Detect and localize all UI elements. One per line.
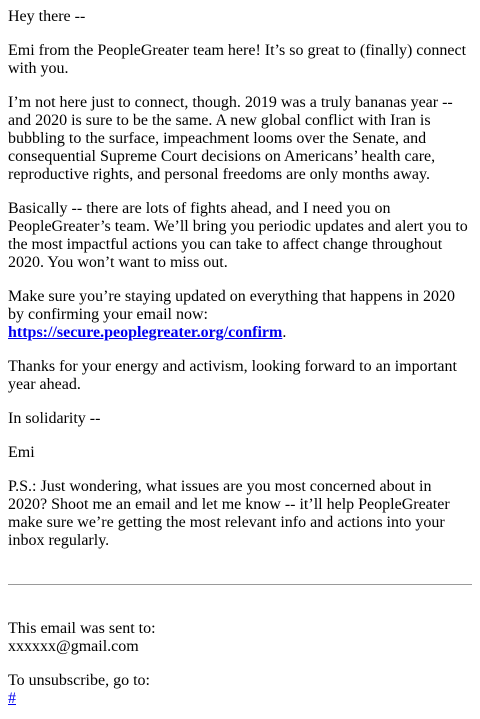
confirm-period: . <box>282 324 287 341</box>
confirm-text: Make sure you’re staying updated on everything that happens in 2020 by confirming your email now: <box>8 288 455 323</box>
confirm-email-link[interactable]: https://secure.peoplegreater.org/confirm <box>8 324 283 341</box>
greeting: Hey there -- <box>8 8 86 25</box>
sent-to-label: This email was sent to: <box>8 620 156 637</box>
intro-paragraph: Emi from the PeopleGreater team here! It’s so great to (finally) connect with you. <box>8 42 467 77</box>
email-footer <box>8 620 472 708</box>
signoff: In solidarity -- <box>8 410 101 427</box>
unsubscribe-label: To unsubscribe, go to: <box>8 672 150 689</box>
context-paragraph: I’m not here just to connect, though. 2019 was a truly bananas year -- and 2020 is sure to be the same. A new global conflict with Iran is bubbling to the surface, impeachment looms over the Senate, and consequential Supreme Court decisions on Americans’ health care, reproductive rights, and personal freedoms are only months away. <box>8 94 453 183</box>
sent-to-block <box>8 620 472 656</box>
spacer <box>8 566 472 584</box>
postscript: P.S.: Just wondering, what issues are you most concerned about in 2020? Shoot me an email and let me know -- it’ll help PeopleGreater make sure we’re getting the most relevant info and actions into your inbox regularly. <box>8 478 450 549</box>
confirm-paragraph <box>8 288 472 342</box>
thanks-paragraph: Thanks for your energy and activism, looking forward to an important year ahead. <box>8 358 457 393</box>
footer-divider <box>8 584 472 585</box>
unsubscribe-block <box>8 672 472 708</box>
unsubscribe-link[interactable]: # <box>8 690 16 707</box>
recipient-email: xxxxxx@gmail.com <box>8 638 139 655</box>
signature: Emi <box>8 444 35 461</box>
call-to-action-paragraph: Basically -- there are lots of fights ahead, and I need you on PeopleGreater’s team. We’ll bring you periodic updates and alert you to the most impactful actions you can take to affect change throughout 2020. You won’t want to miss out. <box>8 200 468 271</box>
